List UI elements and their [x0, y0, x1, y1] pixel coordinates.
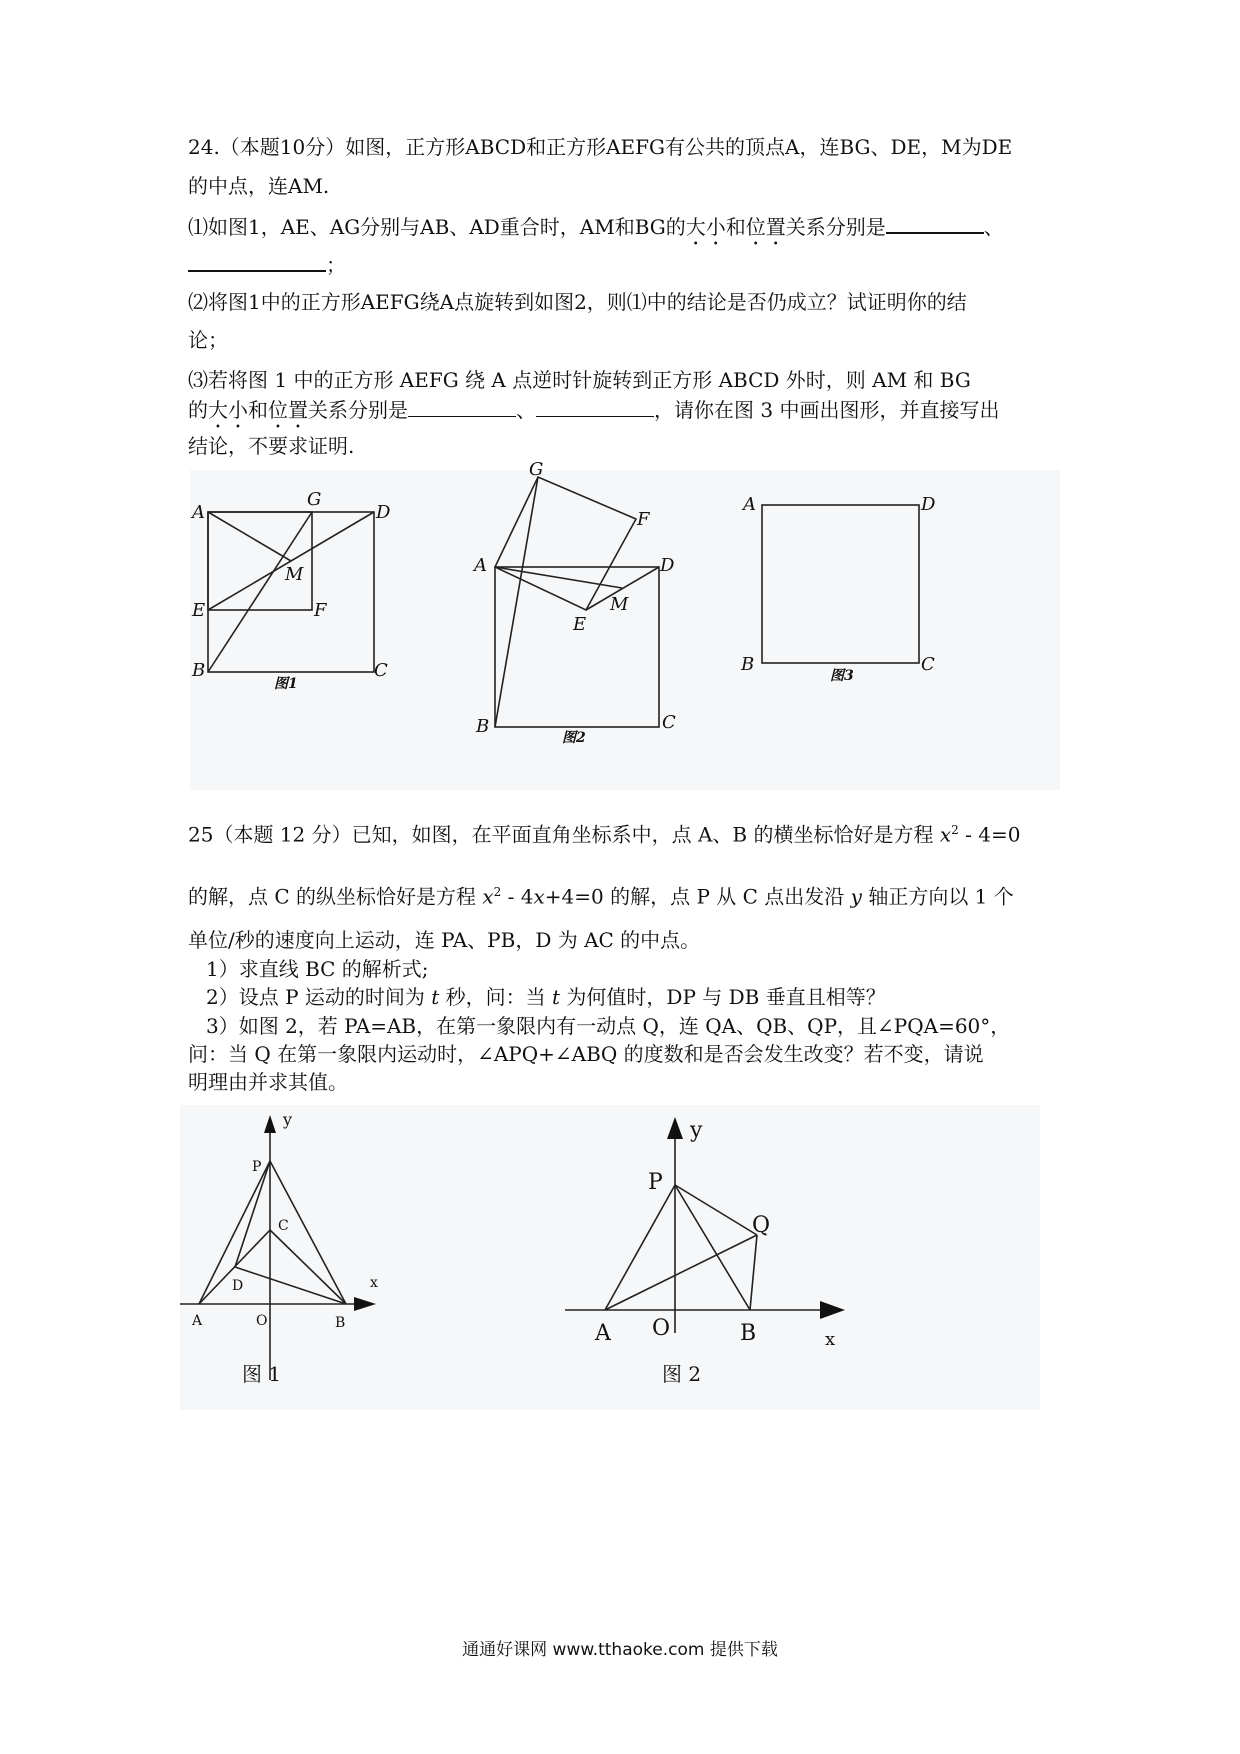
q24-part3-rel: 关系分别是 [308, 398, 408, 422]
fig1-label-d: D [232, 1278, 244, 1294]
q25-figure-panel [180, 1105, 1040, 1410]
fig2-label-y: y [690, 1118, 703, 1143]
emphasis-position: 位置 [745, 215, 786, 239]
emphasis-position-2: 位置 [268, 398, 308, 422]
exponent-2: 2 [951, 823, 959, 837]
q25-line2-text: 的解，点 C 的纵坐标恰好是方程 [188, 884, 483, 909]
q25-sub3-line2: 问：当 Q 在第一象限内运动时，∠APQ+∠ABQ 的度数和是否会发生改变？若不变，请说 [188, 1042, 984, 1066]
q25-sub2-c: 为何值时，DP 与 DB 垂直且相等？ [560, 985, 886, 1009]
q25-line3: 单位/秒的速度向上运动，连 PA、PB，D 为 AC 的中点。 [188, 928, 701, 952]
fig1-label-m: M [285, 564, 304, 585]
fig1-label-a: A [192, 502, 205, 523]
q25-sub2-b: 秒，问：当 [439, 985, 553, 1009]
fig2-square-abcd [495, 567, 659, 727]
fig1-segment-am [208, 512, 291, 561]
fig2-segment-bg [495, 477, 538, 727]
fig3-label-c: C [921, 654, 935, 675]
fig3-label-a: A [743, 494, 756, 515]
q24-part1-sep: 、 [983, 215, 1004, 239]
fig2-label-d: D [660, 555, 675, 576]
fig2-y-arrow-icon [667, 1117, 683, 1139]
fig1-square-abcd [208, 512, 374, 672]
fig2-x-arrow-icon [820, 1301, 845, 1319]
fig2-label-b: B [476, 716, 490, 737]
answer-blank-3[interactable] [408, 396, 516, 417]
q25-line1 [188, 816, 1020, 849]
q24-part3-line3: 结论，不要求证明. [188, 434, 355, 458]
fig2-label-c: C [662, 712, 676, 733]
fig2-segment-pb [675, 1185, 750, 1310]
q25-line2-end: 轴正方向以 1 个 [861, 884, 1014, 909]
fig3-caption: 图3 [830, 668, 854, 684]
q24-part2-line1: ⑵将图1中的正方形AEFG绕A点旋转到如图2，则⑴中的结论是否仍成立？试证明你的结 [188, 290, 967, 314]
q25-line2 [188, 878, 1014, 911]
fig1-label-o: O [256, 1313, 268, 1329]
q25-line2-eq: - 4 [501, 884, 534, 909]
q24-part3-de: 的 [188, 398, 208, 422]
fig1-segment-bg [208, 512, 312, 672]
fig1-segment-dp [235, 1161, 270, 1267]
fig2-caption: 图2 [562, 730, 586, 746]
q24-figures-svg [190, 459, 1060, 790]
fig2-segment-pa [605, 1185, 675, 1310]
fig2-label-e: E [573, 614, 587, 635]
q25-sub2 [206, 983, 886, 1011]
q24-part3-sep: 、 [516, 398, 536, 422]
fig1-caption: 图1 [274, 676, 298, 692]
fig1-label-b: B [335, 1315, 346, 1331]
fig2-segment-pq [675, 1185, 757, 1235]
fig2-caption: 图 2 [662, 1362, 702, 1386]
answer-blank-2[interactable] [188, 250, 326, 272]
q24-part1-and: 和 [725, 215, 746, 239]
var-y: y [850, 884, 862, 909]
q24-part1-text: ⑴如图1，AE、AG分别与AB、AD重合时，AM和BG的 [188, 215, 686, 239]
q24-line1: 24.（本题10分）如图，正方形ABCD和正方形AEFG有公共的顶点A，连BG、DE，M为DE [188, 135, 1013, 159]
q24-part3-line2 [188, 396, 999, 433]
q25-sub1: 1）求直线 BC 的解析式; [206, 957, 429, 981]
fig1-label-a: A [192, 1313, 203, 1329]
exponent-2b: 2 [493, 885, 502, 899]
q25-line1-eq: - 4=0 [958, 822, 1021, 847]
fig2-segment-bq [750, 1235, 757, 1310]
fig2-label-b: B [740, 1321, 757, 1346]
var-t-2: t [552, 985, 561, 1009]
q25-sub2-a: 2）设点 P 运动的时间为 [206, 985, 432, 1009]
fig1-segment-cb [270, 1230, 346, 1304]
fig1-label-d: D [376, 502, 391, 523]
fig2-label-a: A [595, 1321, 611, 1346]
fig1-label-e: E [192, 600, 206, 621]
fig2-label-x: x [825, 1329, 836, 1350]
fig1-label-y: y [283, 1110, 293, 1129]
fig2-square-aefg [495, 477, 636, 610]
q24-part1-rel: 关系分别是 [785, 215, 886, 239]
fig3-label-d: D [921, 494, 936, 515]
fig1-label-g: G [307, 489, 322, 510]
answer-blank-1[interactable] [886, 212, 984, 234]
footer-source: 通通好课网 www.tthaoke.com 提供下载 [462, 1640, 778, 1660]
fig1-label-p: P [252, 1159, 262, 1175]
fig1-square-aefg [208, 512, 312, 610]
fig2-label-o: O [652, 1316, 671, 1341]
q25-line1-text: 25（本题 12 分）已知，如图，在平面直角坐标系中，点 A、B 的横坐标恰好是方程 [188, 822, 940, 847]
var-x-3: x [533, 884, 545, 909]
q25-sub3-line1: 3）如图 2，若 PA=AB，在第一象限内有一动点 Q，连 QA、QB、QP，且∠PQA=60°， [206, 1014, 1011, 1038]
q24-figure-panel [190, 459, 1060, 790]
var-t: t [431, 985, 440, 1009]
q24-line2: 的中点，连AM. [188, 174, 330, 198]
q24-part3-line1: ⑶若将图 1 中的正方形 AEFG 绕 A 点逆时针旋转到正方形 ABCD 外时，则 AM 和 BG [188, 368, 971, 392]
var-x: x [939, 822, 952, 847]
q25-figures-svg [180, 1105, 1040, 1410]
fig1-label-x: x [370, 1275, 378, 1291]
fig1-label-b: B [192, 660, 206, 681]
fig3-label-b: B [741, 654, 755, 675]
fig3-square-abcd [762, 505, 919, 663]
var-x-2: x [482, 884, 494, 909]
fig1-x-arrow-icon [354, 1297, 376, 1311]
q24-part1-line2 [188, 250, 346, 279]
q25-line2-mid: +4=0 的解，点 P 从 C 点出发沿 [544, 884, 851, 909]
q24-part2-line2: 论； [188, 328, 228, 352]
fig2-segment-aq [605, 1235, 757, 1310]
fig2-label-q: Q [752, 1213, 771, 1238]
q24-part3-rest: ，请你在图 3 中画出图形，并直接写出 [654, 398, 1000, 422]
q25-sub3-line3: 明理由并求其值。 [188, 1070, 348, 1094]
answer-blank-4[interactable] [536, 396, 654, 417]
fig2-label-f: F [637, 509, 650, 530]
emphasis-size: 大小 [685, 215, 726, 239]
emphasis-size-2: 大小 [208, 398, 248, 422]
fig2-label-a: A [474, 555, 487, 576]
fig1-y-arrow-icon [264, 1115, 276, 1133]
fig1-label-c: C [278, 1218, 289, 1234]
fig2-label-p: P [648, 1170, 663, 1195]
q24-part1 [188, 212, 1004, 250]
fig2-label-g: G [529, 459, 544, 480]
q24-part3-and: 和 [248, 398, 268, 422]
fig1-caption: 图 1 [242, 1362, 282, 1386]
fig1-label-f: F [314, 600, 327, 621]
fig1-label-c: C [374, 660, 388, 681]
fig2-label-m: M [610, 594, 629, 615]
q24-part1-end: ； [326, 253, 346, 277]
